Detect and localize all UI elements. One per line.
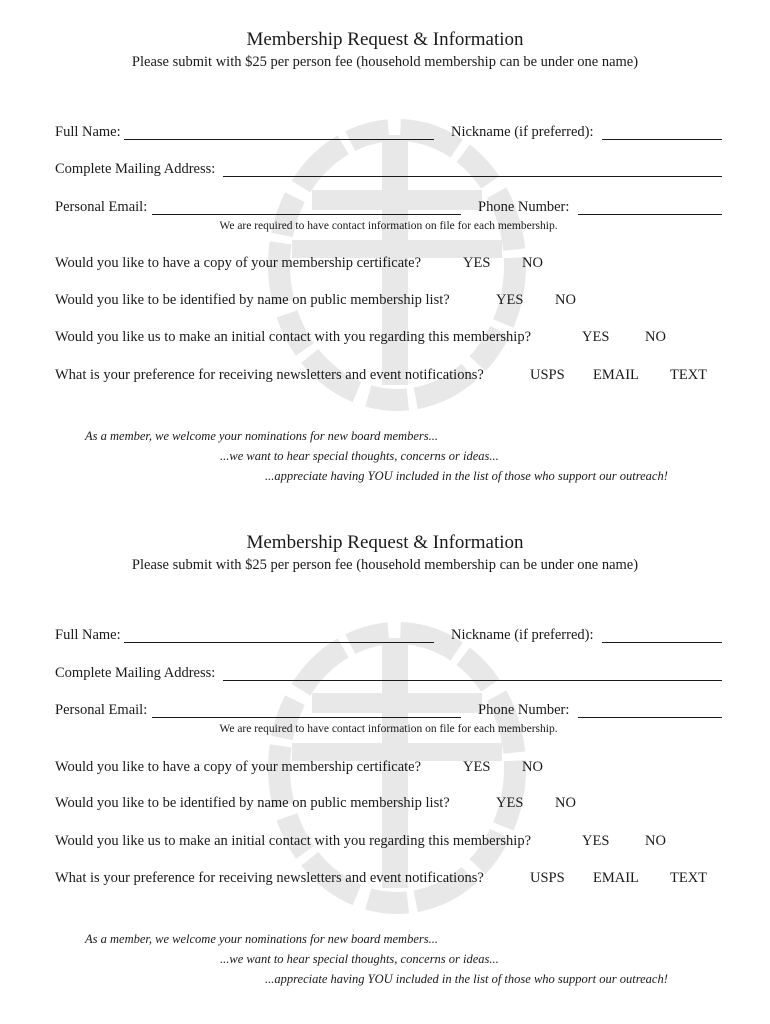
initial-contact-yes-option[interactable]: YES	[582, 329, 610, 345]
mailing-address-field[interactable]	[223, 176, 722, 177]
closing-line-1: As a member, we welcome your nominations for new board members...	[85, 932, 438, 946]
closing-line-1: As a member, we welcome your nominations for new board members...	[85, 429, 438, 443]
newsletter-question: What is your preference for receiving newsletters and event notifications?	[55, 367, 484, 383]
contact-note: We are required to have contact information on file for each membership.	[219, 723, 558, 735]
newsletter-text-option[interactable]: TEXT	[670, 367, 708, 383]
certificate-no-option[interactable]: NO	[522, 759, 543, 775]
closing-line-3: ...appreciate having YOU included in the list of those who support our outreach!	[265, 469, 668, 483]
membership-form-1	[0, 0, 770, 500]
public-list-question: Would you like to be identified by name on public membership list?	[55, 292, 450, 308]
mailing-address-field[interactable]	[223, 680, 722, 681]
closing-line-3: ...appreciate having YOU included in the list of those who support our outreach!	[265, 972, 668, 986]
newsletter-text-option[interactable]: TEXT	[670, 870, 708, 886]
public-list-question: Would you like to be identified by name on public membership list?	[55, 795, 450, 811]
full-name-label: Full Name:	[55, 627, 121, 643]
certificate-yes-option[interactable]: YES	[463, 759, 491, 775]
public-list-no-option[interactable]: NO	[555, 795, 576, 811]
nickname-label: Nickname (if preferred):	[451, 627, 594, 643]
nickname-label: Nickname (if preferred):	[451, 124, 594, 140]
public-list-no-option[interactable]: NO	[555, 292, 576, 308]
mailing-address-label: Complete Mailing Address:	[55, 665, 216, 681]
newsletter-question: What is your preference for receiving newsletters and event notifications?	[55, 870, 484, 886]
full-name-label: Full Name:	[55, 124, 121, 140]
public-list-yes-option[interactable]: YES	[496, 292, 524, 308]
membership-form-2	[0, 503, 770, 1003]
newsletter-usps-option[interactable]: USPS	[530, 367, 565, 383]
newsletter-usps-option[interactable]: USPS	[530, 870, 565, 886]
email-label: Personal Email:	[55, 199, 148, 215]
form-subtitle: Please submit with $25 per person fee (household membership can be under one name)	[131, 557, 639, 573]
initial-contact-no-option[interactable]: NO	[645, 833, 666, 849]
full-name-field[interactable]	[124, 642, 434, 643]
phone-label: Phone Number:	[478, 702, 570, 718]
newsletter-email-option[interactable]: EMAIL	[593, 367, 639, 383]
form-subtitle: Please submit with $25 per person fee (household membership can be under one name)	[131, 54, 639, 70]
public-list-yes-option[interactable]: YES	[496, 795, 524, 811]
contact-note: We are required to have contact information on file for each membership.	[219, 220, 558, 232]
initial-contact-yes-option[interactable]: YES	[582, 833, 610, 849]
email-field[interactable]	[152, 717, 461, 718]
initial-contact-question: Would you like us to make an initial contact with you regarding this membership?	[55, 833, 532, 849]
mailing-address-label: Complete Mailing Address:	[55, 161, 216, 177]
certificate-yes-option[interactable]: YES	[463, 255, 491, 271]
phone-label: Phone Number:	[478, 199, 570, 215]
certificate-no-option[interactable]: NO	[522, 255, 543, 271]
phone-field[interactable]	[578, 717, 722, 718]
initial-contact-question: Would you like us to make an initial contact with you regarding this membership?	[55, 329, 532, 345]
form-title: Membership Request & Information	[246, 532, 524, 553]
closing-line-2: ...we want to hear special thoughts, concerns or ideas...	[220, 952, 499, 966]
email-field[interactable]	[152, 214, 461, 215]
certificate-question: Would you like to have a copy of your membership certificate?	[55, 255, 422, 271]
newsletter-email-option[interactable]: EMAIL	[593, 870, 639, 886]
phone-field[interactable]	[578, 214, 722, 215]
initial-contact-no-option[interactable]: NO	[645, 329, 666, 345]
email-label: Personal Email:	[55, 702, 148, 718]
nickname-field[interactable]	[602, 139, 722, 140]
nickname-field[interactable]	[602, 642, 722, 643]
form-title: Membership Request & Information	[246, 29, 524, 50]
closing-line-2: ...we want to hear special thoughts, concerns or ideas...	[220, 449, 499, 463]
full-name-field[interactable]	[124, 139, 434, 140]
certificate-question: Would you like to have a copy of your membership certificate?	[55, 759, 422, 775]
